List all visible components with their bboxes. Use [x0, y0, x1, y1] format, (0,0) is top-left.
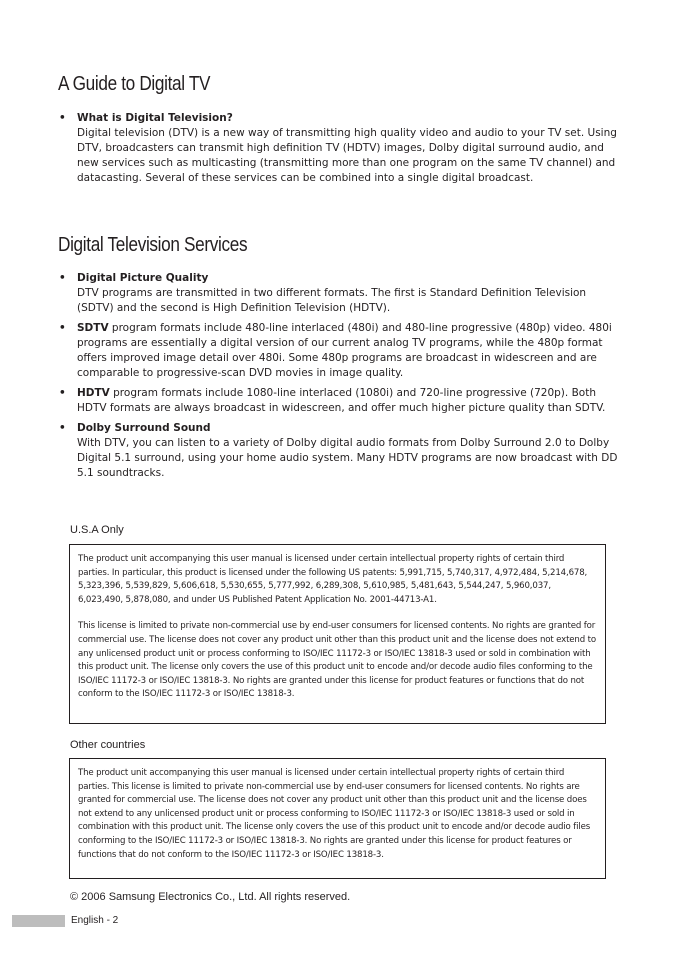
bullet-dot-icon: • [59, 322, 66, 334]
bullet-text: program formats include 480-line interlaced (480i) and 480-line progressive (480p) video. 480i programs are essentially a digital version of our current analog TV programs, while the 480p format offers improved image detail over 480i. Some 480p programs are broadcast in widescreen and are comparable to progressive-scan DVD movies in image quality. [77, 322, 612, 379]
license-box-usa [69, 544, 606, 724]
page-number: English - 2 [71, 915, 119, 926]
bullet-text: With DTV, you can listen to a variety of Dolby digital audio formats from Dolby Surround 2.0 to Dolby Digital 5.1 surround, using your home audio system. Many HDTV programs are now broadcast with DD 5.1 soundtracks. [77, 437, 618, 479]
license-region-label-usa: U.S.A Only [70, 524, 124, 536]
license-paragraph: The product unit accompanying this user manual is licensed under certain intellectual property rights of certain third parties. In particular, this product is licensed under the following US patents: 5,991,715, 5,740,317, 4,972,484, 5,214,678, 5,323,396, 5,539,829, 5,606,618, 5,530,655, 5,777,992, 6,289,308, 5,610,985, 5,481,643, 5,544,247, 5,960,037, 6,023,490, 5,878,080, and under US Published Patent Application No. 2001-44713-A1. [78, 554, 588, 605]
guide-bullet-list [58, 111, 618, 191]
bullet-dolby [58, 421, 618, 481]
license-paragraph: This license is limited to private non-commercial use by end-user consumers for licensed contents. No rights are granted for commercial use. The license does not cover any product unit other than this product unit and the license does not extend to any unlicensed product unit or process conforming to ISO/IEC 11172-3 or ISO/IEC 13818-3 used or sold in combination with this product unit. The license only covers the use of this product unit to encode and/or decode audio files conforming to the ISO/IEC 11172-3 or ISO/IEC 13818-3. No rights are granted under this license for product features or functions that do not conform to the ISO/IEC 11172-3 or ISO/IEC 13818-3. [78, 621, 596, 700]
bullet-title: HDTV [77, 387, 110, 399]
bullet-text: Digital television (DTV) is a new way of transmitting high quality video and audio to your TV set. Using DTV, broadcasters can transmit high definition TV (HDTV) images, Dolby digital surround audio, and new services such as multicasting (transmitting more than one program on the same TV channel) and datacasting. Several of these services can be combined into a single digital broadcast. [77, 127, 617, 184]
section-heading-services: Digital Television Services [58, 234, 248, 256]
bullet-sdtv [58, 321, 618, 381]
bullet-text: DTV programs are transmitted in two different formats. The first is Standard Definition Television (SDTV) and the second is High Definition Television (HDTV). [77, 287, 587, 314]
bullet-hdtv [58, 386, 618, 416]
bullet-text: program formats include 1080-line interlaced (1080i) and 720-line progressive (720p). Both HDTV formats are always broadcast in widescreen, and offer much higher picture quality than SDTV. [77, 387, 606, 414]
bullet-title: Dolby Surround Sound [77, 422, 211, 434]
footer-bar [12, 915, 65, 927]
bullet-dot-icon: • [59, 422, 66, 434]
bullet-picture-quality [58, 271, 618, 316]
section-heading-guide: A Guide to Digital TV [58, 73, 211, 95]
bullet-title: SDTV [77, 322, 109, 334]
license-paragraph: The product unit accompanying this user manual is licensed under certain intellectual property rights of certain third parties. This license is limited to private non-commercial use by end-user consumers for licensed contents. No rights are granted for commercial use. The license does not cover any product unit other than this product unit and the license does not extend to any unlicensed product unit or process conforming to ISO/IEC 11172-3 or ISO/IEC 13818-3 used or sold in combination with this product unit. The license only covers the use of this product unit to encode and/or decode audio files conforming to the ISO/IEC 11172-3 or ISO/IEC 13818-3. No rights are granted under this license for product features or functions that do not conform to the ISO/IEC 11172-3 or ISO/IEC 13818-3. [78, 768, 591, 860]
copyright-notice: © 2006 Samsung Electronics Co., Ltd. All rights reserved. [70, 891, 351, 903]
bullet-title: What is Digital Television? [77, 112, 233, 124]
license-box-other [69, 758, 606, 879]
bullet-title: Digital Picture Quality [77, 272, 209, 284]
services-bullet-list [58, 271, 618, 486]
bullet-what-is-dtv [58, 111, 618, 186]
bullet-dot-icon: • [59, 272, 66, 284]
bullet-dot-icon: • [59, 112, 66, 124]
bullet-dot-icon: • [59, 387, 66, 399]
license-region-label-other: Other countries [70, 739, 146, 751]
